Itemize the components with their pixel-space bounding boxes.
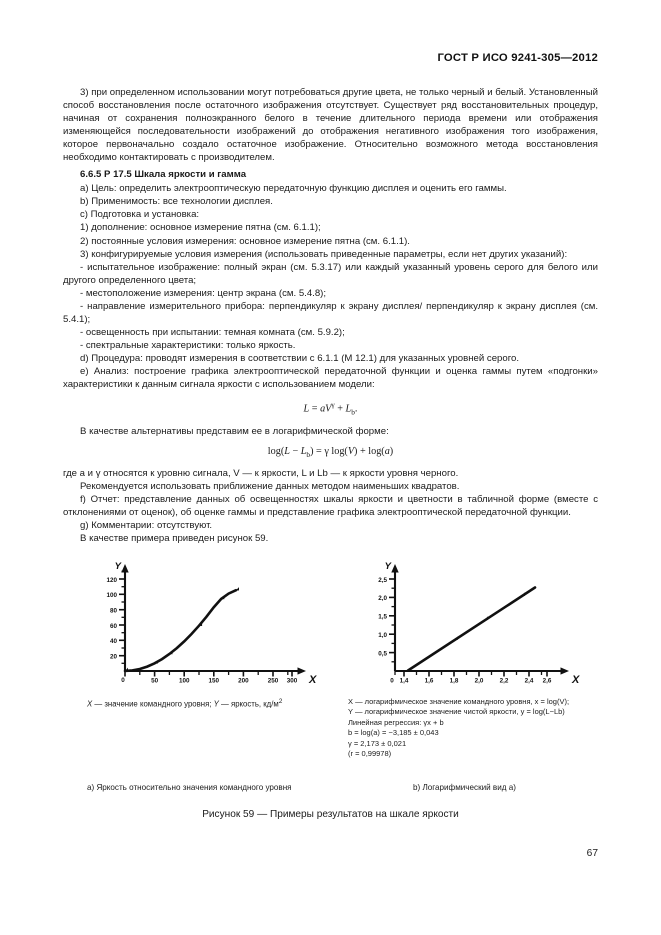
- section-heading-6-6-5: 6.6.5 Р 17.5 Шкала яркости и гамма: [80, 169, 247, 181]
- svg-text:100: 100: [106, 592, 117, 600]
- chart-right-regression-line: [408, 587, 535, 670]
- figure-legend-right-line-6: (r = 0,99978): [348, 749, 392, 759]
- svg-text:2,0: 2,0: [378, 595, 387, 603]
- figure-legend-right: [348, 697, 603, 760]
- paragraph-item-g: g) Комментарии: отсутствуют.: [80, 519, 213, 531]
- formula-eotf-log-form: $\log(L - L_b) = \gamma$ log(V) + log(a): [267, 445, 394, 459]
- paragraph-item-e: е) Анализ: построение графика электрооптической передаточной функции и оценка гаммы путем «подгонки» характеристики к данным сигнала яркости с использованием модели:: [63, 365, 598, 391]
- paragraph-dash-1: - испытательное изображение: полный экран (см. 5.3.17) или каждый указанный уровень серого для белого или другого определенного цвета;: [63, 261, 598, 286]
- svg-text:100: 100: [178, 677, 190, 685]
- chart-right-y-ticks: [378, 577, 395, 658]
- paragraph-item-c3: 3) конфигурируемые условия измерения (использовать приведенные параметры, если нет других указаний):: [80, 248, 568, 260]
- chart-luminance-vs-command-level: [87, 559, 322, 694]
- svg-text:1,4: 1,4: [399, 677, 409, 685]
- svg-text:1,5: 1,5: [378, 613, 387, 621]
- svg-text:200: 200: [238, 677, 249, 685]
- paragraph-example-figure-ref: В качестве примера приведен рисунок 59.: [80, 532, 269, 544]
- chart-left-x-ticks: [121, 671, 298, 685]
- chart-log-luminance-vs-log-command-level: [357, 559, 592, 694]
- paragraph-item-c1: 1) дополнение: основное измерение пятна (см. 6.1.1);: [80, 222, 321, 234]
- svg-text:40: 40: [109, 638, 117, 646]
- paragraph-item-3: 3) при определенном использовании могут потребоваться другие цвета, не только черный и белый. Установленный способ восстановления после остаточного изображения отсутствует. Существует ряд восстановительных процедур, начиная от сохранения полноэкранного белого в течение длительного периода времени или отображения изменяющейся последовательности изображений до отображения негативного изображения того изображения, которое первоначально создало остаточное изображение. Относительно возможного метода восстановления необходимо контактировать с производителем.: [63, 87, 598, 164]
- svg-text:20: 20: [109, 653, 117, 661]
- svg-text:0,5: 0,5: [378, 650, 387, 658]
- svg-text:0: 0: [121, 676, 125, 684]
- figure-sublabels-row: [63, 783, 598, 799]
- chart-left-y-axis-label: Y: [114, 560, 121, 572]
- page-number: 67: [586, 848, 598, 859]
- svg-text:80: 80: [109, 607, 117, 615]
- figure-legends-row: [63, 697, 598, 775]
- figure-caption: Рисунок 59 — Примеры результатов на шкале яркости: [202, 808, 459, 820]
- svg-text:2,6: 2,6: [542, 677, 552, 685]
- svg-text:2,4: 2,4: [524, 677, 534, 685]
- svg-text:2,2: 2,2: [499, 677, 509, 685]
- formula-eotf-power-law: $L = aV^\gamma + L_b$.: [303, 400, 358, 417]
- svg-text:1,0: 1,0: [378, 631, 387, 639]
- chart-left-data-curve: [125, 590, 236, 671]
- figure-sublabel-b: b) Логарифмический вид a): [413, 782, 516, 792]
- figure-legend-right-line-1: X — логарифмическое значение командного уровня, x = log(V);: [348, 696, 570, 706]
- paragraph-item-f: f) Отчет: представление данных об освещенностях шкалы яркости и цветности в табличной форме (вместе с отклонениями от оценок), об оценке гаммы и представление графика электрооптической передаточной функции.: [63, 493, 598, 518]
- paragraph-item-d: d) Процедура: проводят измерения в соответствии с 6.1.1 (М 12.1) для указанных уровней серого.: [80, 352, 519, 364]
- svg-text:2,0: 2,0: [474, 677, 484, 685]
- figure-charts-row: [63, 559, 598, 694]
- paragraph-item-a: а) Цель: определить электрооптическую передаточную функцию дисплея и оценить его гаммы.: [80, 183, 507, 195]
- paragraph-item-c: с) Подготовка и установка:: [80, 209, 200, 221]
- svg-text:120: 120: [106, 576, 117, 584]
- svg-text:50: 50: [151, 677, 159, 685]
- paragraph-recommendation: Рекомендуется использовать приближение данных методом наименьших квадратов.: [80, 480, 460, 492]
- chart-right-x-axis-label: X: [572, 673, 580, 686]
- figure-legend-right-line-2: Y — логарифмическое значение чистой яркости, y = log(L−Lb): [348, 707, 565, 717]
- paragraph-dash-4: - освещенность при испытании: темная комната (см. 5.9.2);: [80, 326, 345, 338]
- paragraph-dash-2: - местоположение измерения: центр экрана (см. 5.4.8);: [80, 287, 327, 299]
- chart-right-x-ticks: [390, 671, 552, 685]
- paragraph-where-definitions: где а и γ относятся к уровню сигнала, V — к яркости, L и Lb — к яркости уровня черного.: [63, 467, 459, 479]
- paragraph-item-c2: 2) постоянные условия измерения: основное измерение пятна (см. 6.1.1).: [80, 235, 410, 247]
- paragraph-item-b: b) Применимость: все технологии дисплея.: [80, 196, 273, 208]
- svg-text:1,6: 1,6: [424, 677, 434, 685]
- paragraph-alternative-log-form: В качестве альтернативы представим ее в логарифмической форме:: [80, 425, 389, 437]
- page-content: [63, 52, 598, 820]
- paragraph-dash-5: - спектральные характеристики: только яркость.: [80, 339, 296, 351]
- svg-text:1,8: 1,8: [449, 677, 459, 685]
- figure-legend-left: X — значение командного уровня; Y — яркость, $кд/м^2$: [87, 697, 283, 709]
- svg-text:150: 150: [208, 677, 220, 685]
- svg-text:250: 250: [267, 677, 279, 685]
- svg-text:300: 300: [286, 677, 298, 685]
- chart-left-x-axis-label: X: [309, 673, 317, 686]
- svg-text:60: 60: [109, 622, 117, 630]
- page-header-standard-id: ГОСТ Р ИСО 9241-305—2012: [437, 52, 598, 64]
- svg-text:2,5: 2,5: [378, 576, 387, 584]
- svg-text:0: 0: [390, 677, 394, 685]
- chart-right-y-axis-label: Y: [384, 560, 391, 572]
- figure-legend-right-line-3: Линейная регрессия: γx + b: [348, 717, 444, 727]
- paragraph-dash-3: - направление измерительного прибора: перпендикуляр к экрану дисплея/ перпендикуляр к экрану дисплея (см. 5.4.1);: [63, 300, 598, 325]
- figure-59: [63, 559, 598, 820]
- figure-legend-right-line-5: γ = 2,173 ± 0,021: [348, 738, 407, 748]
- figure-legend-right-line-4: b = log(a) = −3,185 ± 0,043: [348, 728, 439, 738]
- figure-sublabel-a: a) Яркость относительно значения командного уровня: [87, 782, 292, 792]
